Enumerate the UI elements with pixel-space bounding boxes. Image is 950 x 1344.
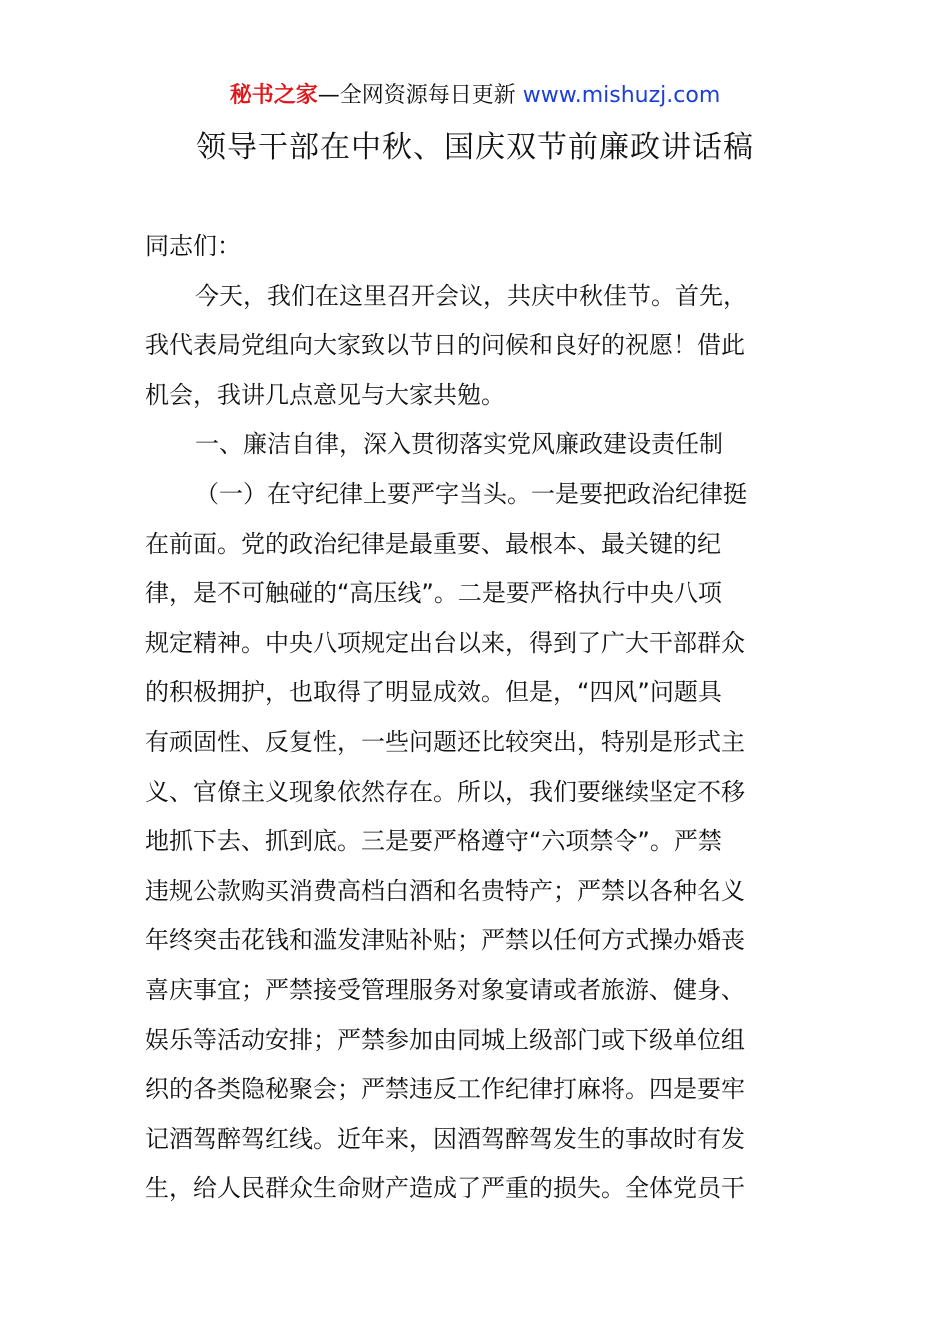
paragraph-line: 织的各类隐秘聚会；严禁违反工作纪律打麻将。四是要牢: [145, 1075, 745, 1104]
paragraph-line: 律，是不可触碰的“高压线”。二是要严格执行中央八项: [145, 579, 722, 608]
salutation-line: 同志们：: [145, 232, 241, 260]
paragraph-line: 的积极拥护，也取得了明显成效。但是，“四风”问题具: [145, 678, 722, 707]
paragraph-line: 年终突击花钱和滥发津贴补贴；严禁以任何方式操办婚丧: [145, 926, 745, 955]
paragraph-line: 有顽固性、反复性，一些问题还比较突出，特别是形式主: [145, 727, 745, 756]
paragraph-line: 生，给人民群众生命财产造成了严重的损失。全体党员干: [145, 1174, 745, 1203]
paragraph-line: 在前面。党的政治纪律是最重要、最根本、最关键的纪: [145, 529, 721, 558]
paragraph-line: 地抓下去、抓到底。三是要严格遵守“六项禁令”。严禁: [145, 827, 722, 856]
paragraph-line: 娱乐等活动安排；严禁参加由同城上级部门或下级单位组: [145, 1025, 745, 1054]
paragraph-line: 违规公款购买消费高档白酒和名贵特产；严禁以各种名义: [145, 876, 745, 905]
document-body: [145, 222, 810, 1214]
paragraph-line: 记酒驾醉驾红线。近年来，因酒驾醉驾发生的事故时有发: [145, 1124, 745, 1153]
section-heading: 一、廉洁自律，深入贯彻落实党风廉政建设责任制: [195, 430, 723, 459]
paragraph-line: 今天，我们在这里召开会议，共庆中秋佳节。首先，: [195, 281, 747, 310]
paragraph-line: 规定精神。中央八项规定出台以来，得到了广大干部群众: [145, 628, 745, 657]
site-url-link[interactable]: www.mishuzj.com: [522, 83, 721, 108]
paragraph-line: （一）在守纪律上要严字当头。一是要把政治纪律挺: [195, 479, 747, 508]
paragraph-line: 机会，我讲几点意见与大家共勉。: [145, 380, 505, 409]
document-title: 领导干部在中秋、国庆双节前廉政讲话稿: [196, 130, 754, 165]
site-header: [0, 80, 950, 112]
paragraph-line: 喜庆事宜；严禁接受管理服务对象宴请或者旅游、健身、: [145, 975, 745, 1004]
paragraph-line: 我代表局党组向大家致以节日的问候和良好的祝愿！借此: [145, 331, 745, 360]
site-slogan: —全网资源每日更新: [317, 83, 523, 108]
paragraph-line: 义、官僚主义现象依然存在。所以，我们要继续坚定不移: [145, 777, 745, 806]
site-brand: 秘书之家: [229, 83, 318, 108]
